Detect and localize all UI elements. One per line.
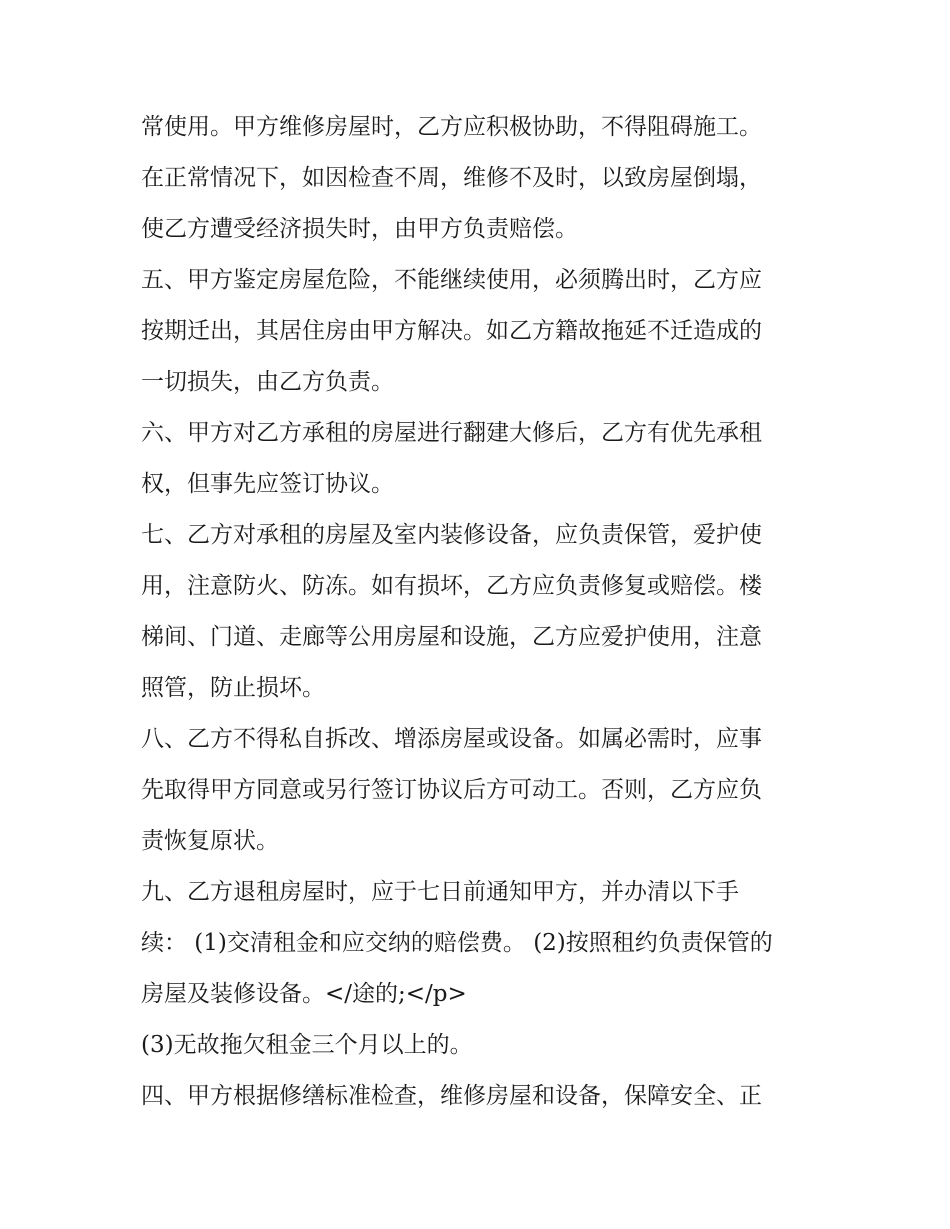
text-line: 房屋及装修设备。</途的;</p> [141,981,467,1007]
text-line: 照管，防止损坏。 [141,675,325,701]
text-line: 常使用。甲方维修房屋时，乙方应积极协助，不得阻碍施工。 [141,114,762,140]
text-line: 一切损失，由乙方负责。 [141,369,394,395]
text-line: 九、乙方退租房屋时，应于七日前通知甲方，并办清以下手 [141,879,739,905]
text-line: 七、乙方对承租的房屋及室内装修设备，应负责保管，爱护使 [141,522,762,548]
text-line: 八、乙方不得私自拆改、增添房屋或设备。如属必需时，应事 [141,726,762,752]
text-line: 按期迁出，其居住房由甲方解决。如乙方籍故拖延不迁造成的 [141,318,762,344]
text-line: 先取得甲方同意或另行签订协议后方可动工。否则，乙方应负 [141,777,762,803]
text-line: 责恢复原状。 [141,828,279,854]
text-line: 在正常情况下，如因检查不周，维修不及时，以致房屋倒塌， [141,165,762,191]
text-line: 六、甲方对乙方承租的房屋进行翻建大修后，乙方有优先承租 [141,420,762,446]
contract-body-text [141,102,821,1122]
text-line: 续： (1)交清租金和应交纳的赔偿费。 (2)按照租约负责保管的 [141,930,773,956]
text-line: 四、甲方根据修缮标准检查，维修房屋和设备，保障安全、正 [141,1083,762,1109]
text-line: 梯间、门道、走廊等公用房屋和设施，乙方应爱护使用，注意 [141,624,762,650]
text-line: 使乙方遭受经济损失时，由甲方负责赔偿。 [141,216,578,242]
text-line: 用，注意防火、防冻。如有损坏，乙方应负责修复或赔偿。楼 [141,573,762,599]
text-line: 五、甲方鉴定房屋危险，不能继续使用，必须腾出时，乙方应 [141,267,762,293]
text-line: 权，但事先应签订协议。 [141,471,394,497]
text-line: (3)无故拖欠租金三个月以上的。 [141,1032,473,1058]
